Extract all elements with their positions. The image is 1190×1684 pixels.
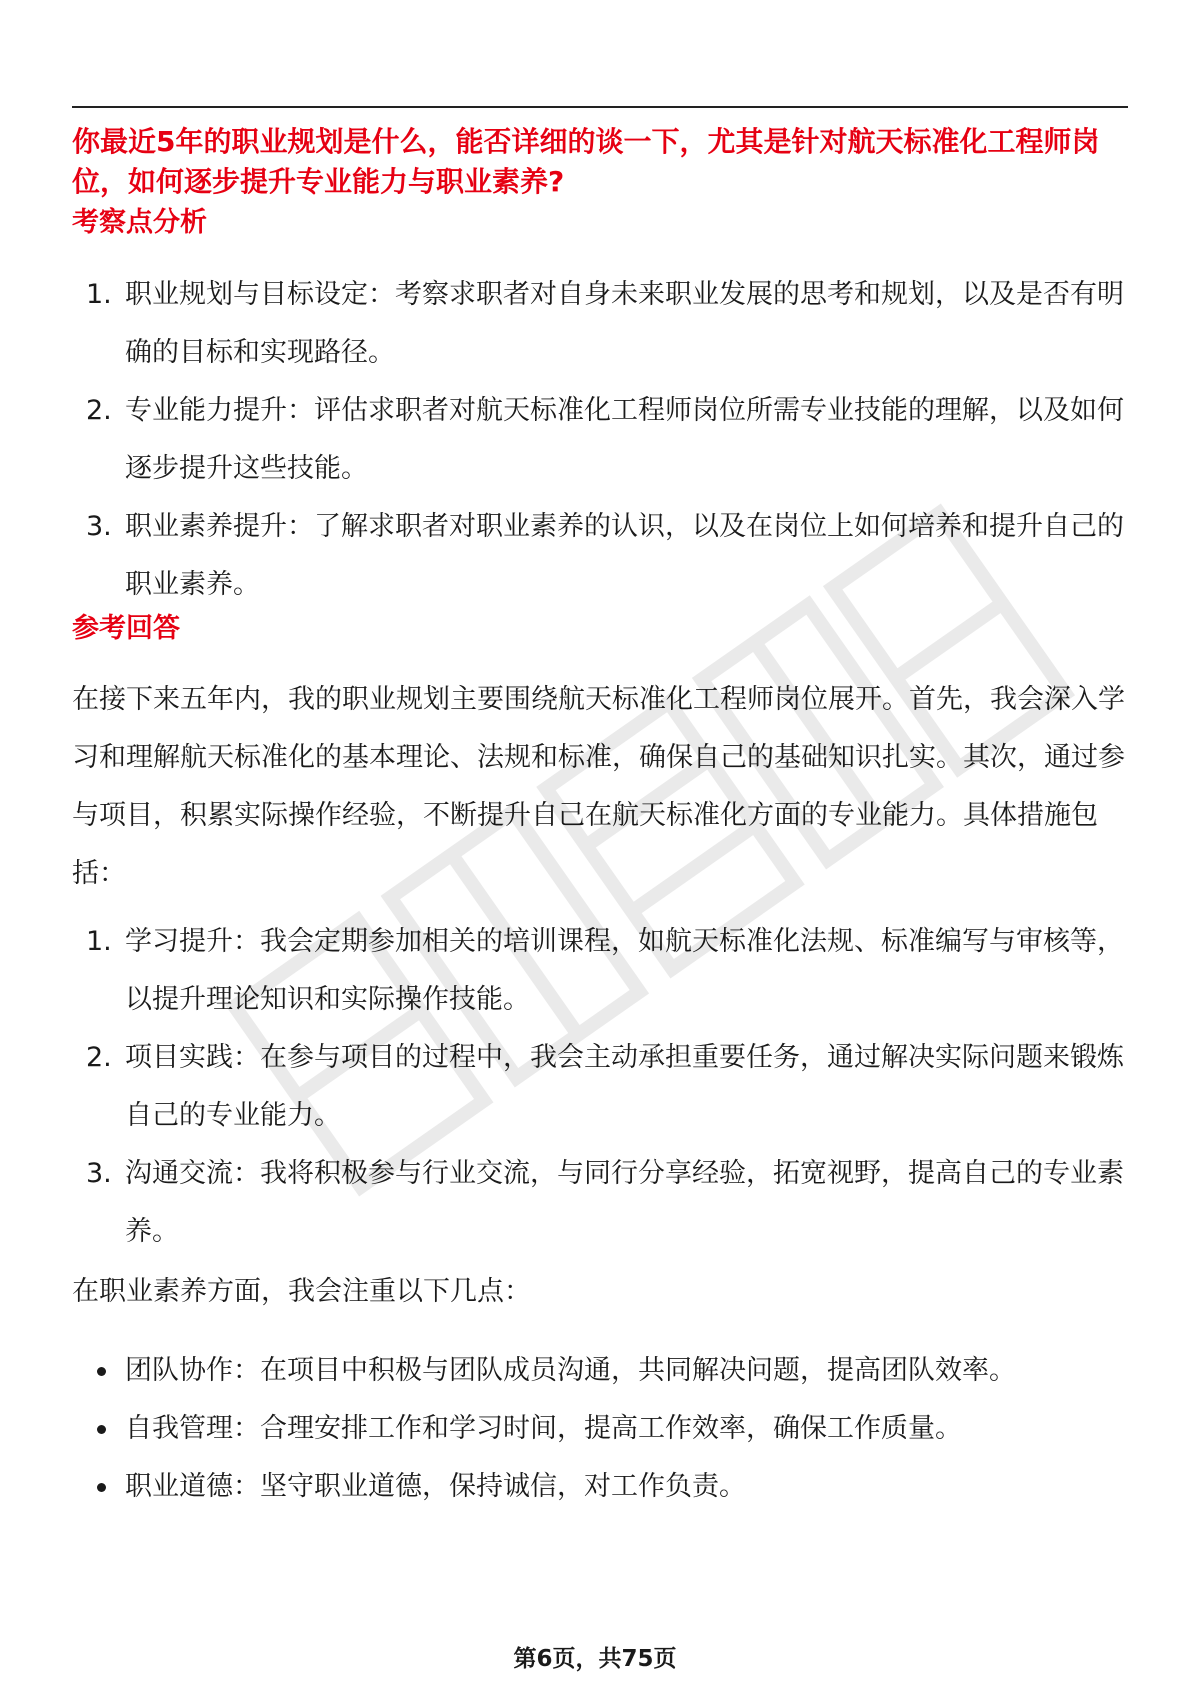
list-item [72, 1342, 1132, 1400]
bullet-icon [97, 1367, 106, 1376]
list-item-text: 团队协作：在项目中积极与团队成员沟通，共同解决问题，提高团队效率。 [125, 1355, 1016, 1386]
list-number: 1. [86, 926, 112, 957]
list-number: 3. [86, 1158, 112, 1189]
list-item [72, 1400, 1132, 1458]
list-item [72, 266, 1132, 382]
answer-intro: 在接下来五年内，我的职业规划主要围绕航天标准化工程师岗位展开。首先，我会深入学习和理解航天标准化的基本理论、法规和标准，确保自己的基础知识扎实。其次，通过参与项目，积累实际操作经验，不断提升自己在航天标准化方面的专业能力。具体措施包括： [72, 684, 1125, 889]
list-item-text: 专业能力提升：评估求职者对航天标准化工程师岗位所需专业技能的理解，以及如何逐步提升这些技能。 [125, 395, 1124, 484]
list-number: 2. [86, 1042, 112, 1073]
answer-list [72, 913, 1132, 1261]
list-number: 3. [86, 511, 112, 542]
list-number: 1. [86, 279, 112, 310]
list-item [72, 1029, 1132, 1145]
question-title: 你最近5年的职业规划是什么，能否详细的谈一下，尤其是针对航天标准化工程师岗位，如何逐步提升专业能力与职业素养? [72, 125, 1100, 198]
list-item [72, 1145, 1132, 1261]
list-item-text: 职业规划与目标设定：考察求职者对自身未来职业发展的思考和规划，以及是否有明确的目标和实现路径。 [125, 279, 1124, 368]
analysis-list [72, 266, 1132, 614]
list-item-text: 沟通交流：我将积极参与行业交流，与同行分享经验，拓宽视野，提高自己的专业素养。 [125, 1158, 1124, 1247]
list-number: 2. [86, 395, 112, 426]
page-number: 第6页，共75页 [513, 1646, 677, 1672]
list-item-text: 自我管理：合理安排工作和学习时间，提高工作效率，确保工作质量。 [125, 1413, 962, 1444]
quality-intro: 在职业素养方面，我会注重以下几点： [72, 1276, 531, 1307]
quality-bullets [72, 1342, 1132, 1516]
top-divider [72, 106, 1128, 108]
list-item [72, 382, 1132, 498]
bullet-icon [97, 1425, 106, 1434]
list-item-text: 学习提升：我会定期参加相关的培训课程，如航天标准化法规、标准编写与审核等，以提升理论知识和实际操作技能。 [125, 926, 1124, 1015]
answer-heading: 参考回答 [72, 613, 180, 644]
list-item [72, 913, 1132, 1029]
list-item-text: 职业素养提升：了解求职者对职业素养的认识，以及在岗位上如何培养和提升自己的职业素养。 [125, 511, 1124, 600]
bullet-icon [97, 1483, 106, 1492]
list-item-text: 项目实践：在参与项目的过程中，我会主动承担重要任务，通过解决实际问题来锻炼自己的专业能力。 [125, 1042, 1124, 1131]
analysis-heading: 考察点分析 [72, 207, 207, 238]
list-item-text: 职业道德：坚守职业道德，保持诚信，对工作负责。 [125, 1471, 746, 1502]
list-item [72, 498, 1132, 614]
list-item [72, 1458, 1132, 1516]
